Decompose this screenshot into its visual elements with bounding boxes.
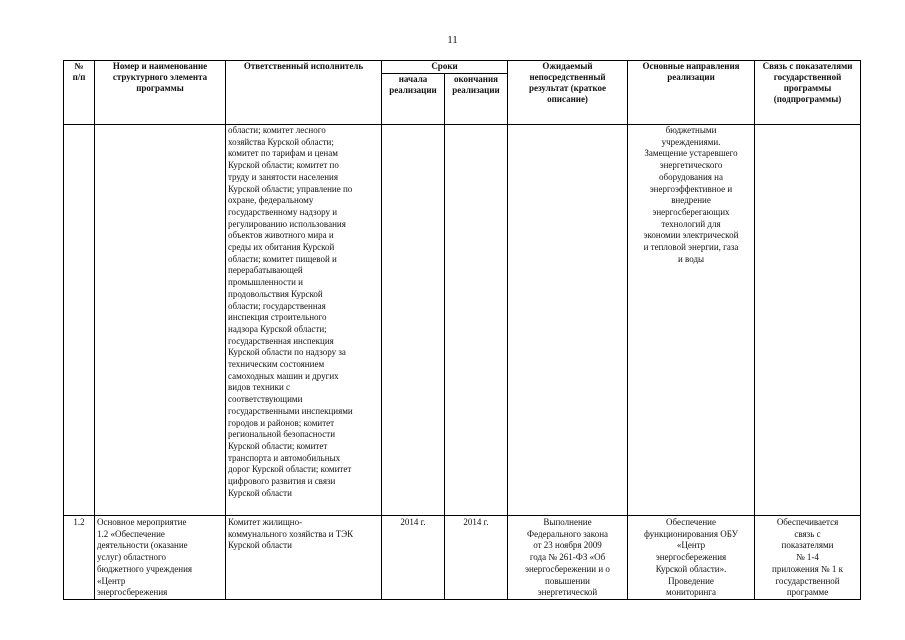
- cell-start: [382, 125, 445, 516]
- header-row-top: [64, 61, 861, 74]
- table-row: [64, 125, 861, 516]
- header-terms: Сроки: [382, 61, 508, 74]
- cell-directions: Обеспечение функционирования ОБУ «Центр энергосбережения Курской области». Проведение мониторинга: [628, 516, 755, 600]
- cell-num: [64, 125, 95, 516]
- cell-link: Обеспечивается связь с показателями № 1-4 приложения № 1 к государственной программе: [755, 516, 861, 600]
- header-name: Номер и наименование структурного элемента программы: [95, 61, 226, 125]
- cell-end: 2014 г.: [445, 516, 508, 600]
- header-result: Ожидаемый непосредственный результат (краткое описание): [508, 61, 628, 125]
- header-link: Связь с показателями государственной программы (подпрограммы): [755, 61, 861, 125]
- table-row: [64, 516, 861, 600]
- header-executor: Ответственный исполнитель: [226, 61, 382, 125]
- cell-num: 1.2: [64, 516, 95, 600]
- header-num: № п/п: [64, 61, 95, 125]
- page-number: 11: [447, 34, 458, 46]
- program-table: [63, 60, 861, 600]
- header-directions: Основные направления реализации: [628, 61, 755, 125]
- cell-executor: области; комитет лесного хозяйства Курской области; комитет по тарифам и ценам Курской области; комитет по труду и занятости населения Курской области; управление по охране, федеральному государственному надзору и регулированию использования объектов животного мира и среды их обитания Курской области; комитет пищевой и перерабатывающей промышленности и продовольствия Курской области; государственная инспекция строительного надзора Курской области; государственная инспекция Курской области по надзору за техническим состоянием самоходных машин и других видов техники с соответствующими государственными инспекциями городов и районов; комитет региональной безопасности Курской области; комитет транспорта и автомобильных дорог Курской области; комитет цифрового развития и связи Курской области: [226, 125, 382, 516]
- cell-start: 2014 г.: [382, 516, 445, 600]
- cell-directions: бюджетными учреждениями. Замещение устаревшего энергетического оборудования на энергоэффективное и внедрение энергосберегающих технологий для экономии электрической и тепловой энергии, газа и воды: [628, 125, 755, 516]
- cell-end: [445, 125, 508, 516]
- cell-executor: Комитет жилищно- коммунального хозяйства и ТЭК Курской области: [226, 516, 382, 600]
- cell-result: [508, 125, 628, 516]
- cell-result: Выполнение Федерального закона от 23 ноября 2009 года № 261-ФЗ «Об энергосбережении и о повышении энергетической: [508, 516, 628, 600]
- header-end: окончания реализации: [445, 74, 508, 125]
- cell-name: [95, 125, 226, 516]
- cell-name: Основное мероприятие 1.2 «Обеспечение деятельности (оказание услуг) областного бюджетного учреждения «Центр энергосбережения: [95, 516, 226, 600]
- cell-link: [755, 125, 861, 516]
- header-start: начала реализации: [382, 74, 445, 125]
